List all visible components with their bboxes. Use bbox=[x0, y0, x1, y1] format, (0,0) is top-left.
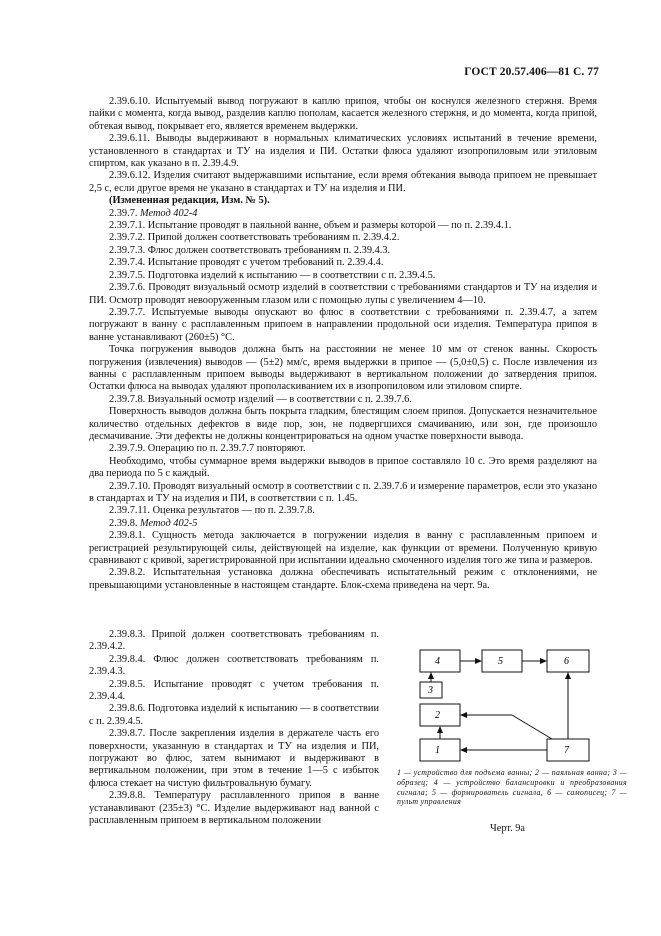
paragraph: 2.39.8.3. Припой должен соответствовать требованиям п. 2.39.4.2. bbox=[89, 629, 379, 653]
arrow-7-2 bbox=[512, 715, 552, 739]
paragraph: 2.39.7.5. Подготовка изделий к испытанию — в соответствии с п. 2.39.4.5. bbox=[109, 269, 436, 281]
document-body bbox=[89, 96, 597, 592]
block-diagram-svg bbox=[402, 646, 624, 766]
paragraph: 2.39.8.4. Флюс должен соответствовать требованиям п. 2.39.4.3. bbox=[89, 653, 379, 678]
paragraph: 2.39.8.8. Температуру расплавленного припоя в ванне устанавливают (235±3) °С. Изделие выдерживают над ванной с расплавленным припоем в вертикальном положении bbox=[89, 790, 379, 827]
lower-column bbox=[89, 629, 379, 828]
box-label: 1 bbox=[435, 745, 440, 756]
paragraph: 2.39.7.11. Оценка результатов — по п. 2.39.7.8. bbox=[109, 505, 315, 517]
paragraph: 2.39.6.12. Изделия считают выдержавшими испытание, если время обтекания вывода припоем не превышает 2,5 с, если другое время не указано в стандартах и ТУ на изделия и ПИ. bbox=[89, 170, 597, 194]
box-label: 7 bbox=[564, 745, 569, 756]
paragraph: 2.39.7.6. Проводят визуальный осмотр изделий в соответствии с требованиями стандартов и ТУ на изделия и ПИ. Осмотр проводят невооруженным глазом или с помощью лупы с увеличением 4—10. bbox=[89, 282, 597, 306]
paragraph: 2.39.7.8. Визуальный осмотр изделий — в соответствии с п. 2.39.7.6. bbox=[109, 393, 412, 405]
paragraph: 2.39.8.6. Подготовка изделий к испытанию — в соответствии с п. 2.39.4.5. bbox=[89, 703, 379, 727]
paragraph: 2.39.7.3. Флюс должен соответствовать требованиям п. 2.39.4.3. bbox=[109, 244, 391, 256]
box-2 bbox=[420, 704, 460, 726]
box-label: 2 bbox=[435, 710, 440, 721]
box-label: 6 bbox=[564, 656, 569, 667]
paragraph: 2.39.7.1. Испытание проводят в паяльной ванне, объем и размеры которой — по п. 2.39.4.1. bbox=[109, 220, 512, 232]
paragraph: 2.39.8.1. Сущность метода заключается в погружении изделия в ванну с расплавленным припоем и регистрацией результирующей силы, действующей на изделие, как функции от времени. Полученную кривую сравнивают с кривой, зарегистрированной при испытании идеально смоченного изделия того же типа и размеров. bbox=[89, 530, 597, 567]
paragraph: 2.39.7.10. Проводят визуальный осмотр в соответствии с п. 2.39.7.6 и измерение параметров, если это указано в стандартах и ТУ на изделия и ПИ, в соответствии с п. 1.45. bbox=[89, 480, 597, 504]
box-label: 3 bbox=[428, 685, 433, 696]
paragraph: 2.39.8.5. Испытание проводят с учетом требования п. 2.39.4.4. bbox=[89, 678, 379, 703]
paragraph: 2.39.6.11. Выводы выдерживают в нормальных климатических условиях испытаний в течение времени, установленного в стандартах и ТУ на изделия и ПИ. Остатки флюса удаляют изопропиловым или этиловым спиртом, как указано в п. 2.39.4.9. bbox=[89, 133, 597, 170]
figure-caption: 1 — устройство для подъема ванны; 2 — паяльная ванна; 3 — образец; 4 — устройство балансировки и преобразования сигнала; 5 — формирователь сигнала, 6 — самописец; 7 — пульт управления bbox=[397, 768, 627, 807]
page-header: ГОСТ 20.57.406—81 С. 77 bbox=[464, 66, 599, 78]
paragraph: 2.39.7.4. Испытание проводят с учетом требований п. 2.39.4.4. bbox=[109, 257, 384, 269]
paragraph: Необходимо, чтобы суммарное время выдержки выводов в припое составляло 10 с. Это время разделяют на два периода по 5 с каждый. bbox=[89, 455, 597, 480]
paragraph: Точка погружения выводов должна быть на расстоянии не менее 10 мм от стенок ванны. Скорость погружения (извлечения) выводов — (5±2) мм/с, время выдержки в припое — (5,0±0,5) с. После извлечения из ванны с расплавленным припоем выводы выдерживают в вертикальном положении до затвердения припоя. Остатки флюса на выводах удаляют прополаскиванием их в изопропиловом или этиловом спирте. bbox=[89, 344, 597, 393]
section-heading: 2.39.8. Метод 402-5 bbox=[109, 517, 198, 529]
paragraph: 2.39.6.10. Испытуемый вывод погружают в каплю припоя, чтобы он коснулся железного стержня. Время пайки с момента, когда вывод, разделив каплю пополам, касается железного стержня, и до момента, когда припой, обтекая вывод, покрывает его, является временем выдержки. bbox=[89, 96, 597, 132]
box-1 bbox=[420, 739, 460, 761]
amendment-note: (Измененная редакция, Изм. № 5). bbox=[109, 195, 270, 207]
figure-label: Черт. 9а bbox=[490, 823, 526, 834]
paragraph: Поверхность выводов должна быть покрыта гладким, блестящим слоем припоя. Допускается незначительное количество отдельных дефектов в виде пор, зон, не подвергшихся смачиванию, или зон, где произошло десмачивание. Эти дефекты не должны концентрироваться на одном участке поверхности вывода. bbox=[89, 406, 597, 442]
box-label: 4 bbox=[435, 656, 440, 667]
paragraph: 2.39.7.9. Операцию по п. 2.39.7.7 повторяют. bbox=[109, 443, 306, 455]
paragraph: 2.39.8.2. Испытательная установка должна обеспечивать испытательный режим с отклонениями, не превышающими установленные в настоящем стандарте. Блок-схема приведена на черт. 9а. bbox=[89, 567, 597, 591]
box-label: 5 bbox=[498, 656, 503, 667]
paragraph: 2.39.7.2. Припой должен соответствовать требованиям п. 2.39.4.2. bbox=[109, 232, 400, 244]
paragraph: 2.39.8.7. После закрепления изделия в держателе часть его поверхности, указанную в стандартах и ТУ на изделия и ПИ, погружают во флюс, затем вынимают и выдерживают в вертикальном положении, при этом в течение 1—5 с избыток флюса стекает на чистую фильтровальную бумагу. bbox=[89, 728, 379, 789]
section-heading: 2.39.7. Метод 402-4 bbox=[109, 207, 198, 219]
box-4 bbox=[420, 650, 460, 672]
paragraph: 2.39.7.7. Испытуемые выводы опускают во флюс в соответствии с требованиями п. 2.39.4.7, а затем погружают в ванну с расплавленным припоем в направлении продольной оси изделия. Температура припоя в ванне устанавливают (260±5) °С. bbox=[89, 306, 597, 343]
